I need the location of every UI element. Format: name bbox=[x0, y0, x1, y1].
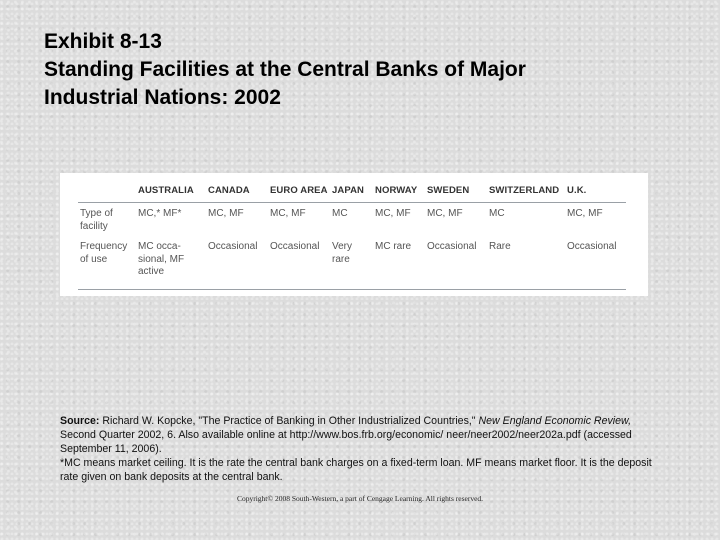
cell-line: rare bbox=[332, 253, 350, 265]
cell-type-japan: MC bbox=[332, 208, 348, 219]
exhibit-title-line-2: Industrial Nations: 2002 bbox=[44, 86, 281, 109]
cell-frequency-australia bbox=[138, 241, 184, 279]
row-label-frequency-of-use bbox=[80, 241, 127, 266]
cell-frequency-canada: Occasional bbox=[208, 241, 258, 252]
column-header-switzerland: SWITZERLAND bbox=[489, 185, 560, 196]
cell-line: Very bbox=[332, 241, 353, 252]
column-header-australia: AUSTRALIA bbox=[138, 185, 194, 196]
exhibit-title-line-1: Standing Facilities at the Central Banks of Major bbox=[44, 58, 526, 81]
row-label-line: Frequency bbox=[80, 241, 128, 252]
column-header-japan: JAPAN bbox=[332, 185, 364, 196]
cell-frequency-euro-area: Occasional bbox=[270, 241, 320, 252]
cell-frequency-japan bbox=[332, 241, 352, 266]
source-citation: Richard W. Kopcke, "The Practice of Banking in Other Industrialized Countries," bbox=[99, 415, 479, 427]
exhibit-number: Exhibit 8-13 bbox=[44, 30, 162, 53]
cell-type-norway: MC, MF bbox=[375, 208, 411, 219]
cell-frequency-uk: Occasional bbox=[567, 241, 617, 252]
source-label: Source: bbox=[60, 415, 100, 427]
cell-line: sional, MF bbox=[138, 253, 185, 265]
cell-frequency-switzerland: Rare bbox=[489, 241, 511, 252]
cell-frequency-norway: MC rare bbox=[375, 241, 412, 252]
cell-type-euro-area: MC, MF bbox=[270, 208, 306, 219]
cell-type-switzerland: MC bbox=[489, 208, 505, 219]
copyright-notice: Copyright© 2008 South-Western, a part of Cengage Learning. All rights reserved. bbox=[236, 494, 484, 503]
cell-type-uk: MC, MF bbox=[567, 208, 603, 219]
row-label-line: Type of bbox=[80, 208, 113, 219]
column-header-canada: CANADA bbox=[208, 185, 250, 196]
cell-type-australia: MC,* MF* bbox=[138, 208, 182, 219]
cell-line: MC occa- bbox=[138, 241, 181, 252]
column-header-euro-area: EURO AREA bbox=[270, 185, 328, 196]
column-header-sweden: SWEDEN bbox=[427, 185, 470, 196]
cell-line: active bbox=[138, 266, 165, 277]
row-label-line: facility bbox=[80, 220, 108, 232]
bottom-rule bbox=[78, 289, 626, 290]
footnote: *MC means market ceiling. It is the rate the central bank charges on a fixed-term loan. MF means market floor. It is the deposit rate given on bank deposits at the central bank. bbox=[60, 457, 652, 483]
source-journal: New England Economic Review, bbox=[478, 415, 632, 427]
column-header-norway: NORWAY bbox=[375, 185, 418, 196]
cell-type-sweden: MC, MF bbox=[427, 208, 463, 219]
cell-frequency-sweden: Occasional bbox=[427, 241, 477, 252]
cell-type-canada: MC, MF bbox=[208, 208, 244, 219]
column-header-uk: U.K. bbox=[567, 185, 587, 196]
row-label-line: of use bbox=[80, 253, 108, 265]
source-note bbox=[60, 414, 665, 484]
standing-facilities-table bbox=[60, 173, 648, 296]
source-citation-details: Second Quarter 2002, 6. Also available online at http://www.bos.frb.org/economic/ neer/neer2002/neer202a.pdf (accessed September 11, 2006). bbox=[60, 429, 632, 455]
row-label-type-of-facility bbox=[80, 208, 113, 233]
exhibit-title bbox=[44, 28, 684, 112]
header-rule bbox=[78, 202, 626, 203]
